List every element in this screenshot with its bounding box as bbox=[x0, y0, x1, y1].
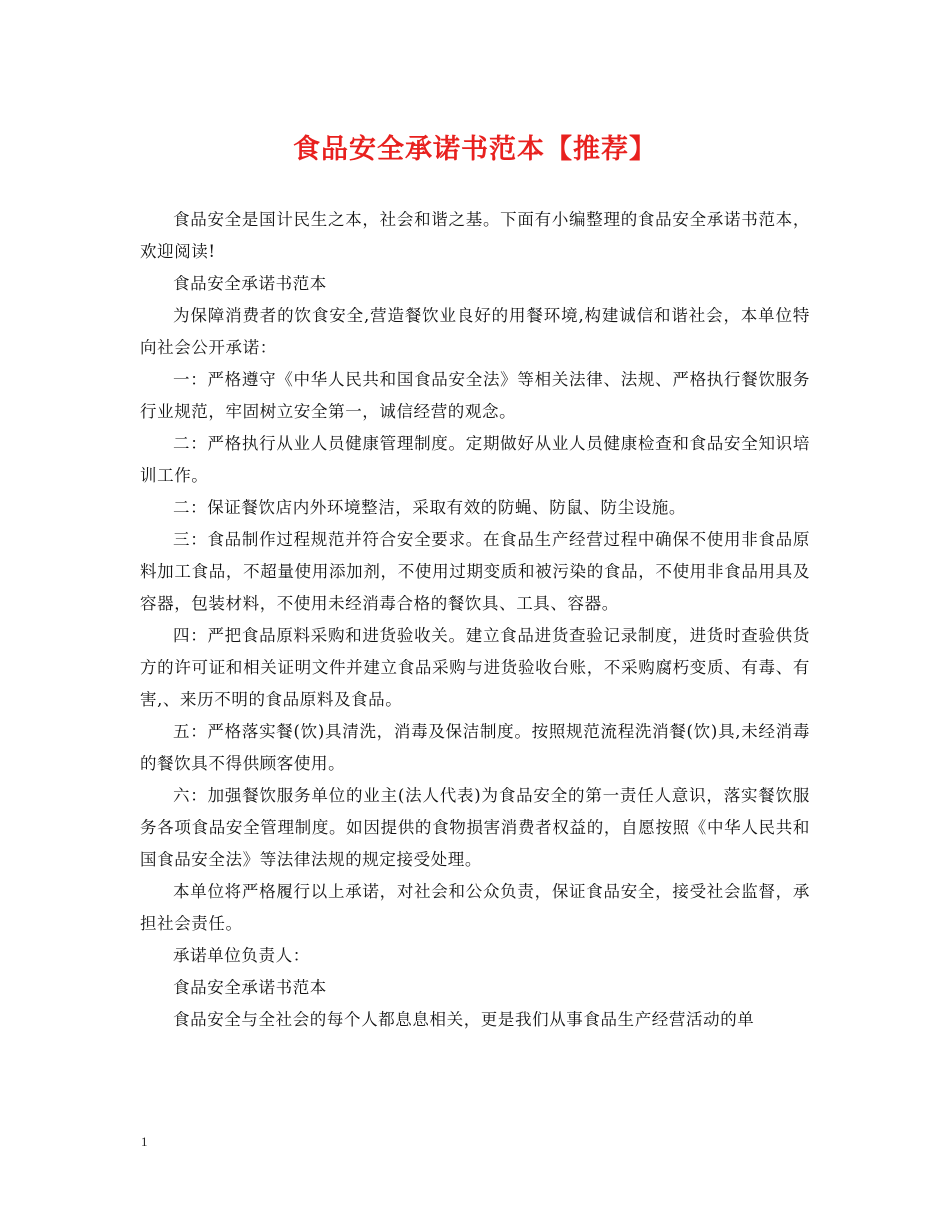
paragraph-item-5: 五：严格落实餐(饮)具清洗，消毒及保洁制度。按照规范流程洗消餐(饮)具,未经消毒的餐饮具不得供顾客使用。 bbox=[140, 722, 810, 773]
document-title: 食品安全承诺书范本【推荐】 bbox=[293, 134, 657, 165]
paragraph-subheading: 食品安全承诺书范本 bbox=[173, 274, 327, 293]
page-number: 1 bbox=[141, 1134, 148, 1149]
paragraph-item-4: 四：严把食品原料采购和进货验收关。建立食品进货查验记录制度，进货时查验供货方的许可证和相关证明文件并建立食品采购与进货验收台账，不采购腐朽变质、有毒、有害,、来历不明的食品原料及食品。 bbox=[140, 626, 810, 709]
paragraph-item-1: 一：严格遵守《中华人民共和国食品安全法》等相关法律、法规、严格执行餐饮服务行业规范，牢固树立安全第一，诚信经营的观念。 bbox=[140, 370, 810, 421]
paragraph-intro: 食品安全是国计民生之本，社会和谐之基。下面有小编整理的食品安全承诺书范本，欢迎阅读! bbox=[140, 210, 810, 261]
paragraph-item-6: 六：加强餐饮服务单位的业主(法人代表)为食品安全的第一责任人意识，落实餐饮服务各项食品安全管理制度。如因提供的食物损害消费者权益的，自愿按照《中华人民共和国食品安全法》等法律法规的规定接受处理。 bbox=[140, 786, 810, 869]
paragraph-continuation: 食品安全与全社会的每个人都息息相关，更是我们从事食品生产经营活动的单 bbox=[173, 1010, 755, 1029]
paragraph-item-3: 三：食品制作过程规范并符合安全要求。在食品生产经营过程中确保不使用非食品原料加工食品，不超量使用添加剂，不使用过期变质和被污染的食品，不使用非食品用具及容器，包装材料，不使用未经消毒合格的餐饮具、工具、容器。 bbox=[140, 530, 810, 613]
paragraph-item-2: 二：严格执行从业人员健康管理制度。定期做好从业人员健康检查和食品安全知识培训工作。 bbox=[140, 434, 810, 485]
paragraph-item-2b: 二：保证餐饮店内外环境整洁，采取有效的防蝇、防鼠、防尘设施。 bbox=[173, 498, 686, 517]
paragraph-closing: 本单位将严格履行以上承诺，对社会和公众负责，保证食品安全，接受社会监督，承担社会责任。 bbox=[140, 882, 810, 933]
paragraph-subheading-2: 食品安全承诺书范本 bbox=[173, 978, 327, 997]
document-body bbox=[140, 204, 810, 1036]
paragraph-signatory: 承诺单位负责人： bbox=[173, 946, 310, 965]
paragraph-preamble: 为保障消费者的饮食安全,营造餐饮业良好的用餐环境,构建诚信和谐社会，本单位特向社会公开承诺： bbox=[140, 306, 810, 357]
